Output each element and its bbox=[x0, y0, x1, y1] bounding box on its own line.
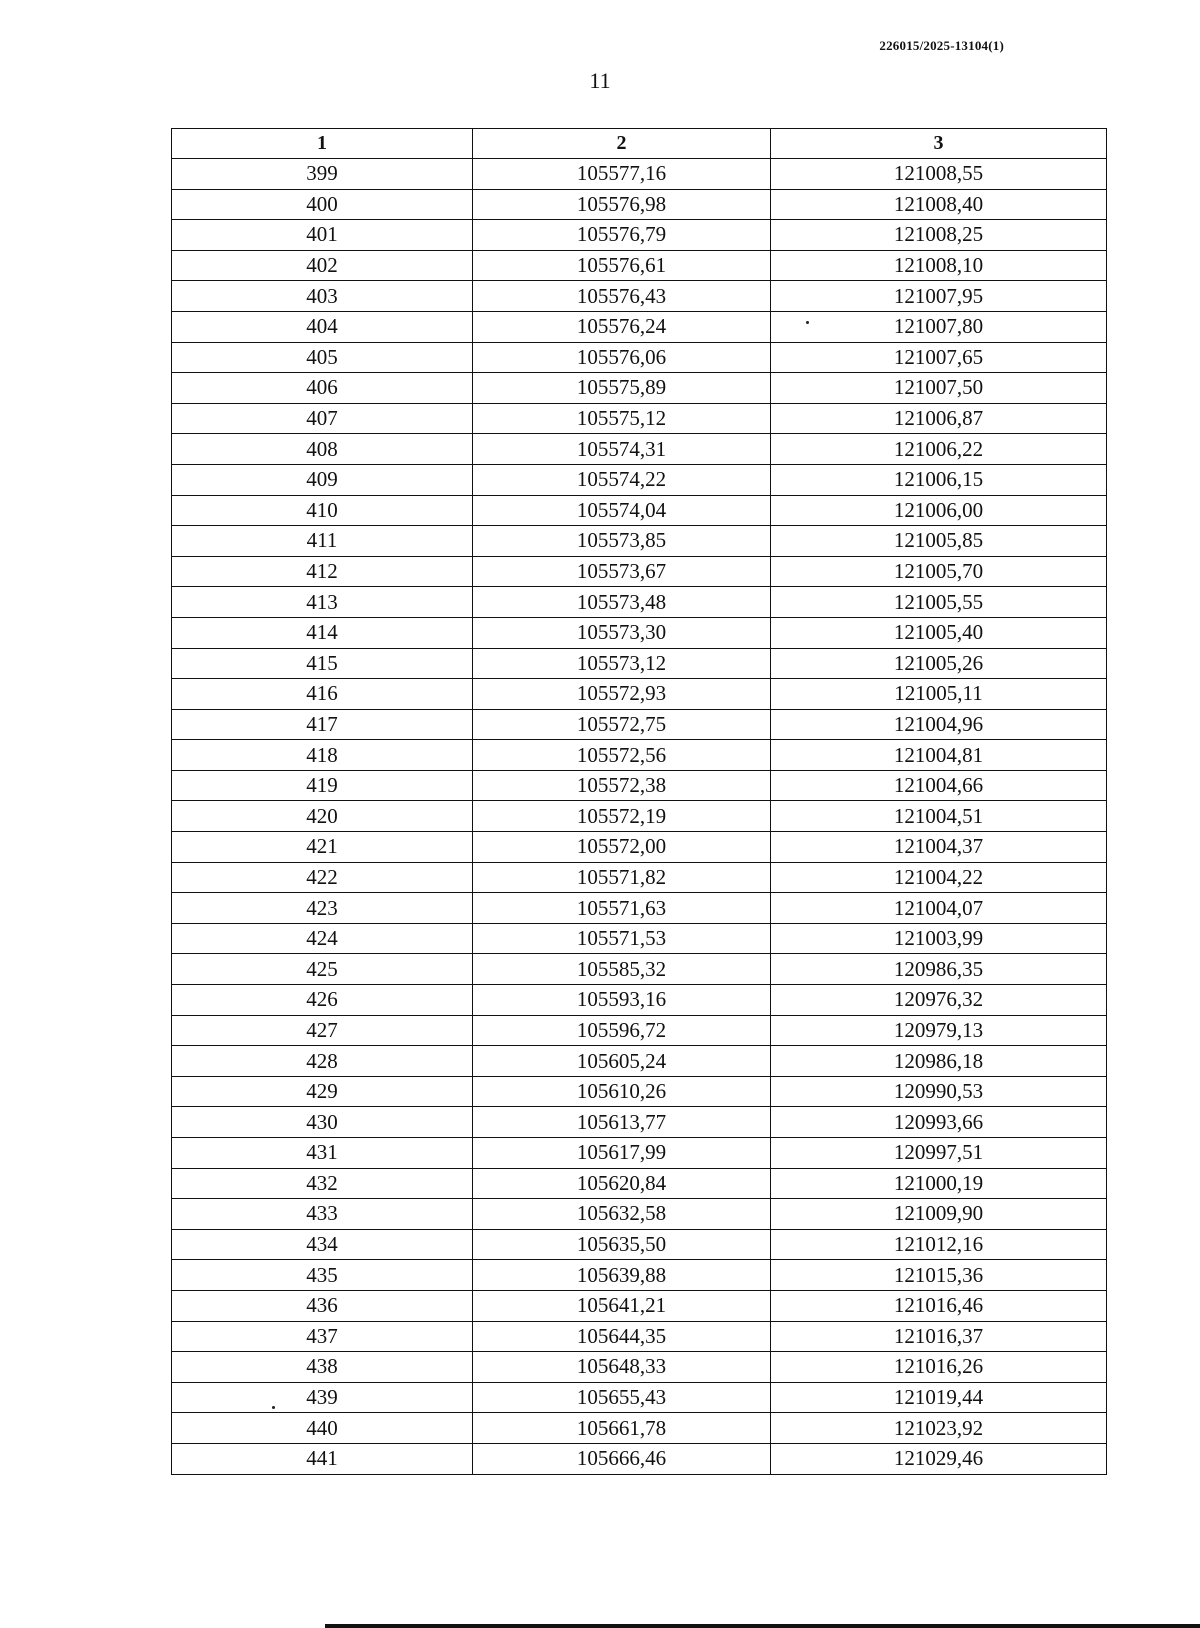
table-row bbox=[172, 954, 1107, 985]
point-number-cell: 408 bbox=[172, 434, 473, 465]
table-row bbox=[172, 1260, 1107, 1291]
y-coordinate-cell: 121006,87 bbox=[771, 403, 1107, 434]
table-row bbox=[172, 1382, 1107, 1413]
table-row bbox=[172, 893, 1107, 924]
table-row bbox=[172, 770, 1107, 801]
x-coordinate-cell: 105573,48 bbox=[473, 587, 771, 618]
point-number-cell: 421 bbox=[172, 832, 473, 863]
table-row bbox=[172, 464, 1107, 495]
x-coordinate-cell: 105648,33 bbox=[473, 1352, 771, 1383]
x-coordinate-cell: 105632,58 bbox=[473, 1199, 771, 1230]
y-coordinate-cell: 121007,80 bbox=[771, 311, 1107, 342]
column-header: 2 bbox=[473, 129, 771, 159]
point-number-cell: 417 bbox=[172, 709, 473, 740]
x-coordinate-cell: 105610,26 bbox=[473, 1076, 771, 1107]
point-number-cell: 430 bbox=[172, 1107, 473, 1138]
x-coordinate-cell: 105661,78 bbox=[473, 1413, 771, 1444]
x-coordinate-cell: 105593,16 bbox=[473, 985, 771, 1016]
y-coordinate-cell: 121008,40 bbox=[771, 189, 1107, 220]
x-coordinate-cell: 105576,06 bbox=[473, 342, 771, 373]
page-number: 11 bbox=[589, 68, 611, 93]
y-coordinate-cell: 121019,44 bbox=[771, 1382, 1107, 1413]
y-coordinate-cell: 121023,92 bbox=[771, 1413, 1107, 1444]
y-coordinate-cell: 121004,81 bbox=[771, 740, 1107, 771]
point-number-cell: 426 bbox=[172, 985, 473, 1016]
coordinates-table bbox=[171, 128, 1107, 1475]
y-coordinate-cell: 121006,22 bbox=[771, 434, 1107, 465]
y-coordinate-cell: 120993,66 bbox=[771, 1107, 1107, 1138]
point-number-cell: 412 bbox=[172, 556, 473, 587]
y-coordinate-cell: 121005,55 bbox=[771, 587, 1107, 618]
x-coordinate-cell: 105574,04 bbox=[473, 495, 771, 526]
point-number-cell: 403 bbox=[172, 281, 473, 312]
point-number-cell: 407 bbox=[172, 403, 473, 434]
y-coordinate-cell: 121007,50 bbox=[771, 373, 1107, 404]
y-coordinate-cell: 120997,51 bbox=[771, 1138, 1107, 1169]
point-number-cell: 435 bbox=[172, 1260, 473, 1291]
table-row bbox=[172, 556, 1107, 587]
point-number-cell: 409 bbox=[172, 464, 473, 495]
table-row bbox=[172, 587, 1107, 618]
table-row bbox=[172, 740, 1107, 771]
x-coordinate-cell: 105574,31 bbox=[473, 434, 771, 465]
table-row bbox=[172, 1076, 1107, 1107]
y-coordinate-cell: 121006,15 bbox=[771, 464, 1107, 495]
table-row bbox=[172, 1413, 1107, 1444]
x-coordinate-cell: 105577,16 bbox=[473, 159, 771, 190]
table-row bbox=[172, 1015, 1107, 1046]
x-coordinate-cell: 105573,85 bbox=[473, 526, 771, 557]
x-coordinate-cell: 105617,99 bbox=[473, 1138, 771, 1169]
point-number-cell: 440 bbox=[172, 1413, 473, 1444]
table-row bbox=[172, 220, 1107, 251]
table-row bbox=[172, 403, 1107, 434]
x-coordinate-cell: 105620,84 bbox=[473, 1168, 771, 1199]
point-number-cell: 418 bbox=[172, 740, 473, 771]
scan-speck bbox=[272, 1406, 275, 1409]
table-row bbox=[172, 189, 1107, 220]
y-coordinate-cell: 121004,22 bbox=[771, 862, 1107, 893]
point-number-cell: 439 bbox=[172, 1382, 473, 1413]
y-coordinate-cell: 121004,96 bbox=[771, 709, 1107, 740]
y-coordinate-cell: 121012,16 bbox=[771, 1229, 1107, 1260]
table-row bbox=[172, 985, 1107, 1016]
table-header-row bbox=[172, 129, 1107, 159]
table-row bbox=[172, 1229, 1107, 1260]
y-coordinate-cell: 121016,26 bbox=[771, 1352, 1107, 1383]
x-coordinate-cell: 105574,22 bbox=[473, 464, 771, 495]
y-coordinate-cell: 121004,37 bbox=[771, 832, 1107, 863]
y-coordinate-cell: 121004,07 bbox=[771, 893, 1107, 924]
table-row bbox=[172, 1290, 1107, 1321]
y-coordinate-cell: 120990,53 bbox=[771, 1076, 1107, 1107]
x-coordinate-cell: 105613,77 bbox=[473, 1107, 771, 1138]
table-row bbox=[172, 342, 1107, 373]
y-coordinate-cell: 121007,95 bbox=[771, 281, 1107, 312]
x-coordinate-cell: 105572,75 bbox=[473, 709, 771, 740]
x-coordinate-cell: 105576,98 bbox=[473, 189, 771, 220]
point-number-cell: 400 bbox=[172, 189, 473, 220]
point-number-cell: 399 bbox=[172, 159, 473, 190]
table-body bbox=[172, 159, 1107, 1475]
x-coordinate-cell: 105575,12 bbox=[473, 403, 771, 434]
x-coordinate-cell: 105571,53 bbox=[473, 923, 771, 954]
point-number-cell: 432 bbox=[172, 1168, 473, 1199]
point-number-cell: 416 bbox=[172, 679, 473, 710]
y-coordinate-cell: 121009,90 bbox=[771, 1199, 1107, 1230]
x-coordinate-cell: 105572,38 bbox=[473, 770, 771, 801]
table-row bbox=[172, 801, 1107, 832]
point-number-cell: 422 bbox=[172, 862, 473, 893]
x-coordinate-cell: 105635,50 bbox=[473, 1229, 771, 1260]
scan-speck bbox=[806, 321, 809, 324]
point-number-cell: 402 bbox=[172, 250, 473, 281]
column-header: 3 bbox=[771, 129, 1107, 159]
table-row bbox=[172, 923, 1107, 954]
table-row bbox=[172, 1138, 1107, 1169]
x-coordinate-cell: 105605,24 bbox=[473, 1046, 771, 1077]
point-number-cell: 411 bbox=[172, 526, 473, 557]
table-row bbox=[172, 159, 1107, 190]
x-coordinate-cell: 105596,72 bbox=[473, 1015, 771, 1046]
y-coordinate-cell: 121005,70 bbox=[771, 556, 1107, 587]
table-row bbox=[172, 250, 1107, 281]
y-coordinate-cell: 121029,46 bbox=[771, 1443, 1107, 1474]
table-row bbox=[172, 373, 1107, 404]
x-coordinate-cell: 105575,89 bbox=[473, 373, 771, 404]
point-number-cell: 420 bbox=[172, 801, 473, 832]
table-row bbox=[172, 832, 1107, 863]
y-coordinate-cell: 121004,51 bbox=[771, 801, 1107, 832]
table-row bbox=[172, 1168, 1107, 1199]
table-row bbox=[172, 1107, 1107, 1138]
x-coordinate-cell: 105576,79 bbox=[473, 220, 771, 251]
table-row bbox=[172, 1199, 1107, 1230]
point-number-cell: 405 bbox=[172, 342, 473, 373]
table-row bbox=[172, 679, 1107, 710]
x-coordinate-cell: 105572,00 bbox=[473, 832, 771, 863]
document-id: 226015/2025-13104(1) bbox=[879, 38, 1004, 53]
point-number-cell: 419 bbox=[172, 770, 473, 801]
table-row bbox=[172, 709, 1107, 740]
x-coordinate-cell: 105573,30 bbox=[473, 617, 771, 648]
table-row bbox=[172, 648, 1107, 679]
y-coordinate-cell: 121005,40 bbox=[771, 617, 1107, 648]
point-number-cell: 437 bbox=[172, 1321, 473, 1352]
point-number-cell: 429 bbox=[172, 1076, 473, 1107]
y-coordinate-cell: 121004,66 bbox=[771, 770, 1107, 801]
point-number-cell: 425 bbox=[172, 954, 473, 985]
table-row bbox=[172, 311, 1107, 342]
column-header: 1 bbox=[172, 129, 473, 159]
table-row bbox=[172, 617, 1107, 648]
point-number-cell: 414 bbox=[172, 617, 473, 648]
x-coordinate-cell: 105576,24 bbox=[473, 311, 771, 342]
table-row bbox=[172, 495, 1107, 526]
point-number-cell: 404 bbox=[172, 311, 473, 342]
point-number-cell: 433 bbox=[172, 1199, 473, 1230]
table-row bbox=[172, 1046, 1107, 1077]
x-coordinate-cell: 105573,67 bbox=[473, 556, 771, 587]
table-row bbox=[172, 281, 1107, 312]
y-coordinate-cell: 121007,65 bbox=[771, 342, 1107, 373]
table-row bbox=[172, 1352, 1107, 1383]
x-coordinate-cell: 105571,63 bbox=[473, 893, 771, 924]
y-coordinate-cell: 121005,26 bbox=[771, 648, 1107, 679]
x-coordinate-cell: 105576,61 bbox=[473, 250, 771, 281]
table-row bbox=[172, 1443, 1107, 1474]
x-coordinate-cell: 105644,35 bbox=[473, 1321, 771, 1352]
x-coordinate-cell: 105576,43 bbox=[473, 281, 771, 312]
y-coordinate-cell: 121008,10 bbox=[771, 250, 1107, 281]
y-coordinate-cell: 120986,18 bbox=[771, 1046, 1107, 1077]
point-number-cell: 401 bbox=[172, 220, 473, 251]
y-coordinate-cell: 121006,00 bbox=[771, 495, 1107, 526]
point-number-cell: 424 bbox=[172, 923, 473, 954]
x-coordinate-cell: 105571,82 bbox=[473, 862, 771, 893]
point-number-cell: 415 bbox=[172, 648, 473, 679]
point-number-cell: 431 bbox=[172, 1138, 473, 1169]
y-coordinate-cell: 120986,35 bbox=[771, 954, 1107, 985]
y-coordinate-cell: 120976,32 bbox=[771, 985, 1107, 1016]
y-coordinate-cell: 120979,13 bbox=[771, 1015, 1107, 1046]
point-number-cell: 427 bbox=[172, 1015, 473, 1046]
table-row bbox=[172, 862, 1107, 893]
y-coordinate-cell: 121008,25 bbox=[771, 220, 1107, 251]
point-number-cell: 428 bbox=[172, 1046, 473, 1077]
table-row bbox=[172, 1321, 1107, 1352]
x-coordinate-cell: 105572,19 bbox=[473, 801, 771, 832]
y-coordinate-cell: 121005,85 bbox=[771, 526, 1107, 557]
table-row bbox=[172, 526, 1107, 557]
x-coordinate-cell: 105585,32 bbox=[473, 954, 771, 985]
y-coordinate-cell: 121015,36 bbox=[771, 1260, 1107, 1291]
table-row bbox=[172, 434, 1107, 465]
point-number-cell: 406 bbox=[172, 373, 473, 404]
y-coordinate-cell: 121000,19 bbox=[771, 1168, 1107, 1199]
point-number-cell: 441 bbox=[172, 1443, 473, 1474]
y-coordinate-cell: 121003,99 bbox=[771, 923, 1107, 954]
x-coordinate-cell: 105572,93 bbox=[473, 679, 771, 710]
scan-edge-rule bbox=[325, 1624, 1200, 1628]
x-coordinate-cell: 105572,56 bbox=[473, 740, 771, 771]
point-number-cell: 436 bbox=[172, 1290, 473, 1321]
x-coordinate-cell: 105573,12 bbox=[473, 648, 771, 679]
point-number-cell: 434 bbox=[172, 1229, 473, 1260]
x-coordinate-cell: 105655,43 bbox=[473, 1382, 771, 1413]
point-number-cell: 413 bbox=[172, 587, 473, 618]
x-coordinate-cell: 105639,88 bbox=[473, 1260, 771, 1291]
x-coordinate-cell: 105641,21 bbox=[473, 1290, 771, 1321]
y-coordinate-cell: 121005,11 bbox=[771, 679, 1107, 710]
y-coordinate-cell: 121016,46 bbox=[771, 1290, 1107, 1321]
point-number-cell: 423 bbox=[172, 893, 473, 924]
y-coordinate-cell: 121016,37 bbox=[771, 1321, 1107, 1352]
x-coordinate-cell: 105666,46 bbox=[473, 1443, 771, 1474]
point-number-cell: 438 bbox=[172, 1352, 473, 1383]
y-coordinate-cell: 121008,55 bbox=[771, 159, 1107, 190]
point-number-cell: 410 bbox=[172, 495, 473, 526]
